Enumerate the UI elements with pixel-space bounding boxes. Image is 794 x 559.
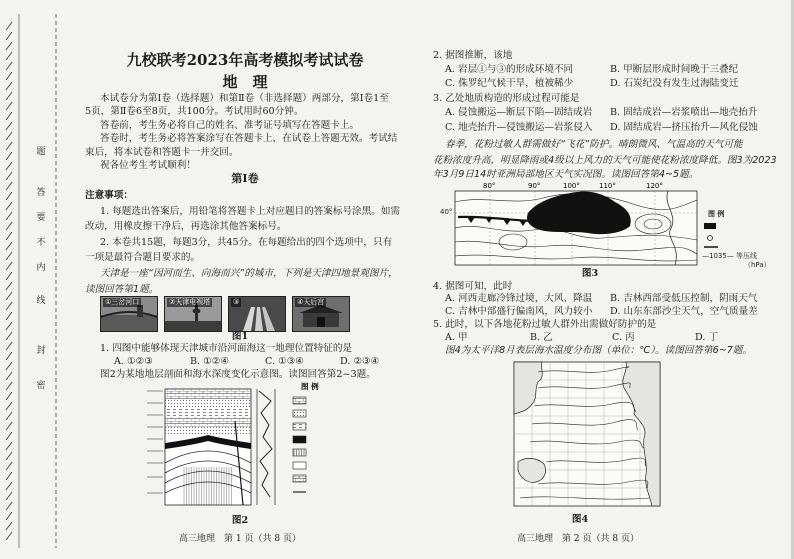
binding-char: 线 [36, 296, 46, 306]
stem4: 图4为太平洋8月表层海水温度分布图（单位：℃）。读图回答第6~7题。 [445, 345, 753, 356]
binding-char: 要 [36, 213, 46, 223]
legend-dust-symbol [704, 223, 716, 229]
q2-option-c: C. 侏罗纪气候干旱，植被稀少 [445, 78, 574, 89]
lon-label: 120° [646, 182, 663, 190]
q5-option-d: D. 丁 [695, 332, 719, 343]
binding-char: 答 [36, 188, 46, 198]
q5-option-a: A. 甲 [445, 332, 468, 343]
figure3-legend-title: 图 例 [708, 210, 725, 218]
q4-option-b: B. 吉林西部受低压控制，阴雨天气 [610, 293, 758, 304]
q5-option-c: C. 丙 [612, 332, 635, 343]
intro-line: 5页，第Ⅱ卷6至8页，共100分。考试用时60分钟。 [85, 106, 304, 117]
stratum-layer [165, 417, 251, 427]
stem2: 图2为某地地层剖面和海水深度变化示意图。读图回答第2~3题。 [100, 369, 376, 380]
photo-trees [165, 321, 221, 331]
lon-label: 90° [528, 182, 541, 190]
q4-option-c: C. 吉林中部盛行偏南风，风力较小 [445, 306, 593, 317]
q2-option-b: B. 甲断层形成时间晚于三叠纪 [610, 64, 739, 75]
q3-stem: 3. 乙处地质构造的形成过程可能是 [433, 93, 580, 104]
isobar-unit: （hPa） [744, 261, 771, 269]
photo-salt-field [228, 296, 286, 332]
intro-line: 答卷时，考生务必将答案涂写在答题卡上，在试卷上答题无效。考试结 [100, 133, 398, 144]
stratum-layer [165, 408, 251, 417]
notes-line: 2. 本卷共15题，每题3分，共45分。在每题给出的四个选项中，只有 [100, 237, 393, 248]
lon-label: 80° [483, 182, 496, 190]
subject-title: 地 理 [222, 73, 268, 91]
q4-stem: 4. 据图可知，此时 [433, 281, 513, 292]
figure4-caption: 图4 [571, 514, 589, 525]
q3-option-d: D. 固结成岩—挤压抬升—风化侵蚀 [610, 122, 758, 133]
binding-char: 内 [36, 263, 46, 273]
q3-option-b: B. 固结成岩—岩浆喷出—地壳抬升 [610, 107, 758, 118]
stratum-layer [165, 427, 251, 435]
photo-tower-pod [193, 309, 201, 314]
photo-tianhou-temple [292, 296, 350, 332]
notes-heading: 注意事项： [85, 190, 133, 201]
photo-tv-tower [164, 296, 222, 332]
q2-option-a: A. 岩层①与③的形成环境不同 [445, 64, 574, 75]
intro-line: 答卷前，考生务必将自己的姓名、准考证号填写在答题卡上。 [100, 120, 360, 131]
exam-title: 九校联考2023年高考模拟考试试卷 [126, 51, 364, 69]
sea-depth-column [257, 389, 275, 505]
notes-line: 改动，用橡皮擦干净后，再选涂其他答案标号。 [85, 221, 287, 232]
binding-char: 密 [36, 381, 46, 391]
photo-river [101, 315, 157, 331]
q5-stem: 5. 此时，以下各地花粉过敏人群外出需做好防护的是 [433, 319, 657, 330]
q3-option-c: C. 地壳抬升—侵蚀搬运—岩浆侵入 [445, 122, 593, 133]
figure2-caption: 图2 [231, 515, 249, 526]
figure3-legend-symbols [702, 222, 722, 250]
q1-option-b: B. ①②④ [190, 356, 229, 367]
q3-option-a: A. 侵蚀搬运—断层下陷—固结成岩 [445, 107, 593, 118]
photo-label: ②天津电视塔 [169, 298, 211, 306]
footer-left: 高三地理 第 1 页（共 8 页） [179, 534, 301, 544]
lon-label: 100° [563, 182, 580, 190]
figure2-legend-items [293, 397, 306, 492]
legend-dot-symbol [708, 236, 713, 241]
lon-label: 110° [599, 182, 616, 190]
q1-stem: 1. 四图中能够体现天津城市沿河面海这一地理位置特征的是 [100, 343, 353, 354]
stem3-line: 年3月9日14时亚洲局部地区天气实况图。读图回答第4~5题。 [433, 169, 699, 180]
figure3-caption: 图3 [581, 268, 599, 279]
photo-label: ④天后宫 [297, 298, 325, 306]
stem1-line: 天津是一座“因河而生、向海而兴”的城市，下列是天津四地景观图片， [100, 268, 398, 279]
figure2-legend-title: 图 例 [301, 382, 319, 391]
stem3-line: 春季，花粉过敏人群需做好“飞花”防护。晴朗微风、气温高的天气可能 [445, 139, 743, 150]
notes-line: 一项是最符合题目要求的。 [85, 252, 201, 263]
figure4-pacific-sst-map [508, 358, 668, 510]
intro-line: 祝各位考生考试顺利！ [100, 160, 196, 171]
binding-char: 不 [36, 238, 46, 248]
lat-label: 40° [440, 208, 453, 216]
figure2-strata-diagram [143, 381, 348, 514]
section-title: 第Ⅰ卷 [231, 172, 259, 185]
photo-label: ③ [233, 298, 240, 306]
stratum-layer [165, 399, 251, 408]
sea-depth-curve [259, 391, 272, 497]
q1-option-a: A. ①②③ [114, 356, 153, 367]
margin-slash-marks [6, 22, 12, 540]
q4-option-d: D. 山东东部沙尘天气，空气质量差 [610, 306, 758, 317]
photo-sancha-estuary [100, 296, 158, 332]
isobar-legend: —1035— 等压线 [702, 252, 758, 260]
stem3-line: 花粉浓度升高，明显降雨或4级以上风力的天气可能使花粉浓度降低。图3为2023 [433, 155, 777, 166]
binding-margin [0, 0, 75, 559]
q5-option-b: B. 乙 [530, 332, 553, 343]
intro-line: 束后，将本试卷和答题卡一并交回。 [85, 147, 239, 158]
anticline-fill [183, 467, 233, 505]
figure1-caption: 图1 [231, 331, 249, 342]
intro-line: 本试卷分为第Ⅰ卷（选择题）和第Ⅱ卷（非选择题）两部分，第Ⅰ卷1至 [100, 93, 389, 104]
q4-option-a: A. 河西走廊冷锋过境，大风、降温 [445, 293, 593, 304]
q2-stem: 2. 据图推断，该地 [433, 50, 513, 61]
binding-char: 封 [36, 346, 46, 356]
q1-option-d: D. ②③④ [340, 356, 380, 367]
notes-line: 1. 每题选出答案后，用铅笔将答题卡上对应题目的答案标号涂黑。如需 [100, 206, 401, 217]
binding-char: 题 [36, 147, 46, 157]
figure3-weather-map [453, 180, 699, 267]
stem1-line: 读图回答第1题。 [85, 284, 159, 295]
strata-left-brackets [147, 391, 163, 493]
q1-option-c: C. ①③④ [265, 356, 304, 367]
stratum-layer [165, 389, 251, 399]
q2-option-d: D. 石炭纪没有发生过海陆变迁 [610, 78, 739, 89]
footer-right: 高三地理 第 2 页（共 8 页） [517, 534, 639, 544]
photo-temple-door [317, 317, 325, 327]
photo-label: ①三岔河口 [105, 298, 140, 306]
